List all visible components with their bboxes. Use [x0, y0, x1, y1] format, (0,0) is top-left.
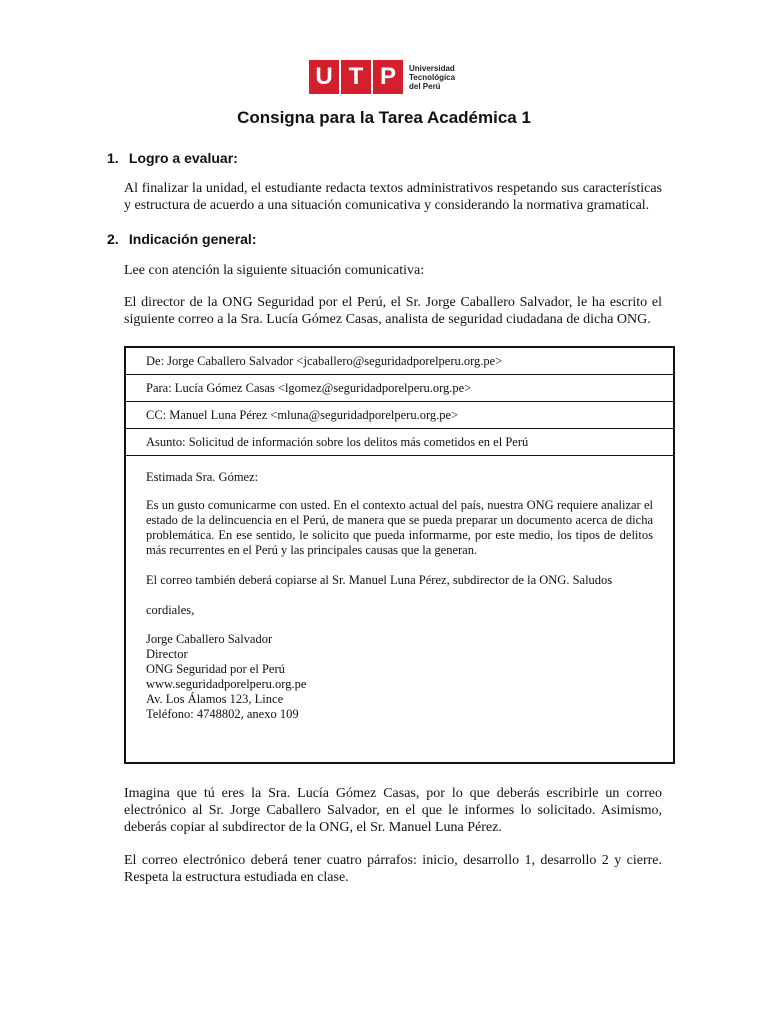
- signature-line: Director: [146, 647, 188, 661]
- logo-text: [409, 64, 455, 91]
- instructions-paragraph-2: El correo electrónico deberá tener cuatro párrafos: inicio, desarrollo 1, desarrollo 2 y cierre. Respeta la estructura estudiada en clase.: [124, 853, 662, 885]
- section-2-title: Indicación general:: [128, 231, 257, 247]
- signature-line: Av. Los Álamos 123, Lince: [146, 692, 284, 706]
- signature-line: Teléfono: 4748802, anexo 109: [146, 707, 299, 721]
- logo-letters: [309, 60, 405, 94]
- logo-text-line: Tecnológica: [409, 72, 456, 82]
- email-paragraph-2: El correo también deberá copiarse al Sr. Manuel Luna Pérez, subdirector de la ONG. Saludos: [146, 573, 613, 587]
- logo-letter-t: T: [341, 60, 371, 94]
- logo-letter-p: P: [373, 60, 403, 94]
- logo-letter-u: U: [309, 60, 339, 94]
- section-2-intro: Lee con atención la siguiente situación comunicativa:: [124, 263, 425, 278]
- email-from: De: Jorge Caballero Salvador <jcaballero@seguridadporelperu.org.pe>: [126, 348, 673, 375]
- document-title: Consigna para la Tarea Académica 1: [237, 108, 531, 127]
- section-2-heading: [107, 231, 256, 247]
- section-2-number: 2.: [107, 231, 119, 247]
- signature-line: www.seguridadporelperu.org.pe: [146, 677, 307, 691]
- logo-text-line: del Perú: [409, 81, 441, 91]
- email-signature: [146, 632, 653, 722]
- instructions-paragraph-1: Imagina que tú eres la Sra. Lucía Gómez Casas, por lo que deberás escribirle un correo electrónico al Sr. Jorge Caballero Salvador, en el que le informes lo solicitado. Asimismo, deberás copiar al subdirector de la ONG, el Sr. Manuel Luna Pérez.: [124, 786, 662, 835]
- section-1-text: Al finalizar la unidad, el estudiante redacta textos administrativos respetando sus características y estructura de acuerdo a una situación comunicativa y considerando la normativa gramatical.: [124, 181, 662, 213]
- email-box: [124, 346, 675, 764]
- section-1-title: Logro a evaluar:: [128, 150, 238, 166]
- section-2-context: El director de la ONG Seguridad por el Perú, el Sr. Jorge Caballero Salvador, le ha escrito el siguiente correo a la Sra. Lucía Gómez Casas, analista de seguridad ciudadana de dicha ONG.: [124, 295, 662, 327]
- email-body: [126, 456, 673, 722]
- email-subject: Asunto: Solicitud de información sobre los delitos más cometidos en el Perú: [126, 429, 673, 456]
- email-closing: cordiales,: [146, 603, 195, 617]
- signature-line: ONG Seguridad por el Perú: [146, 662, 285, 676]
- section-1-heading: [107, 150, 238, 166]
- utp-logo: [309, 60, 455, 94]
- email-paragraph-1: Es un gusto comunicarme con usted. En el contexto actual del país, nuestra ONG requiere analizar el estado de la delincuencia en el Perú, de manera que se pueda preparar un documento acerca de dicha problemática. En ese sentido, le solicito que pueda informarme, por este medio, los tipos de delitos más recurrentes en el Perú y las principales causas que la generan.: [146, 498, 653, 557]
- email-greeting: Estimada Sra. Gómez:: [146, 470, 259, 484]
- email-cc: CC: Manuel Luna Pérez <mluna@seguridadporelperu.org.pe>: [126, 402, 673, 429]
- section-1-number: 1.: [107, 150, 119, 166]
- signature-line: Jorge Caballero Salvador: [146, 632, 273, 646]
- email-to: Para: Lucía Gómez Casas <lgomez@seguridadporelperu.org.pe>: [126, 375, 673, 402]
- logo-text-line: Universidad: [409, 63, 455, 73]
